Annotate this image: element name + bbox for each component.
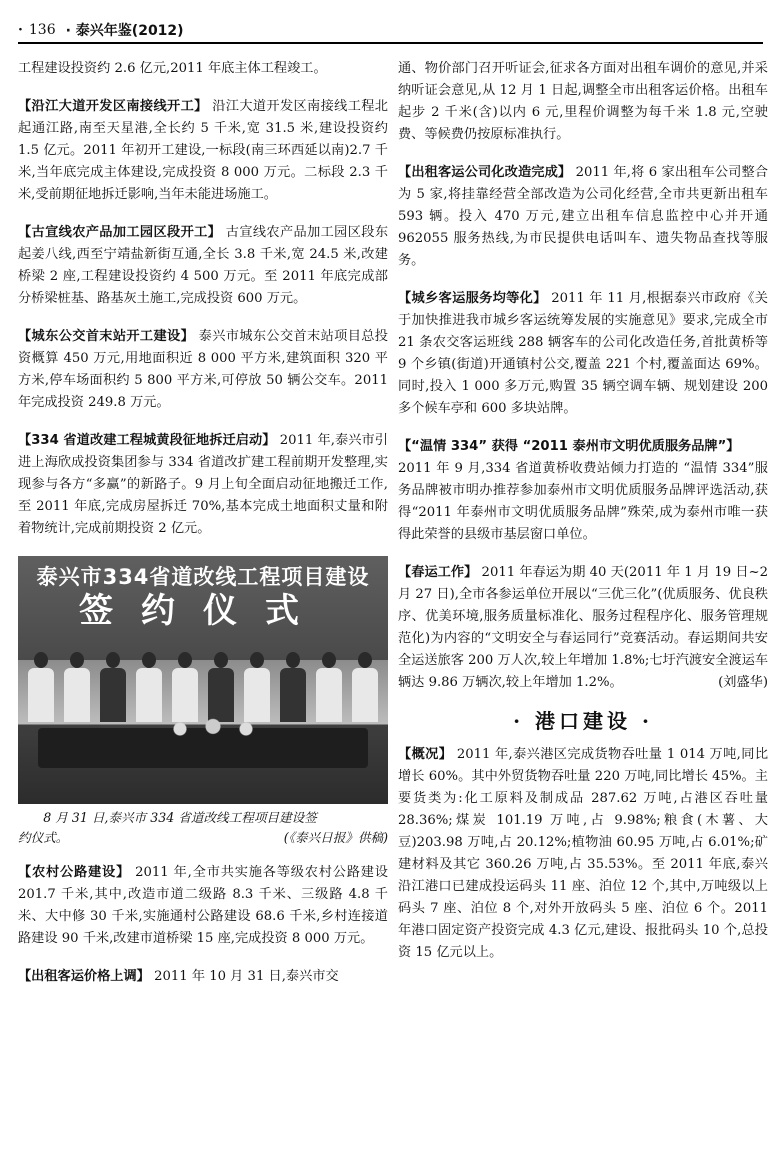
entry-guxuan-line: [18, 222, 388, 310]
photo-person: [208, 652, 234, 722]
photo-person: [64, 652, 90, 722]
photo-person: [244, 652, 270, 722]
photo-banner-line2: 签约仪式: [79, 591, 327, 631]
entry-spring-festival-transport: [398, 562, 768, 694]
entry-rural-roads: [18, 862, 388, 950]
entry-text: 2011 年,全市共实施各等级农村公路建设 201.7 千米,其中,改造市道二级路 8.3 千米、三级路 4.8 千米、大中修 30 千米,实施通村公路建设 68.6 千米,乡村连接道路建设 90 千米,改建市道桥梁 15 座,完成投资 8 000 万元。: [18, 865, 388, 946]
entry-text: 2011 年 10 月 31 日,泰兴市交: [149, 969, 339, 984]
photo-caption: [18, 808, 388, 848]
photo-person: [352, 652, 378, 722]
photo-person: [100, 652, 126, 722]
entry-text: 2011 年 11 月,根据泰兴市政府《关于加快推进我市城乡客运统筹发展的实施意见》要求,完成全市 21 条农交客运班线 288 辆客车的公司化改造任务,首批黄桥等 9 个乡镇(街道)开通镇村公交,覆盖 221 个村,覆盖面达 69%。同时,投入 1 000 多万元,购置 35 辆空调车辆、规划建设 200 多个候车亭和 600 多块站牌。: [398, 291, 768, 416]
entry-text: 泰兴市城东公交首末站项目总投资概算 450 万元,用地面积近 8 000 平方米,建筑面积 320 平方米,停车场面积约 5 800 平方米,可停放 50 辆公交车。2011 年完成投资 249.8 万元。: [18, 329, 388, 410]
photo-person: [316, 652, 342, 722]
entry-heading: 【城东公交首末站开工建设】: [18, 329, 195, 344]
entry-text: 2011 年春运为期 40 天(2011 年 1 月 19 日~2 月 27 日),全市各参运单位开展以“三优三化”(优质服务、优良秩序、优美环境,服务质量标准化、服务过程程序化、服务管理规范化)为内容的“文明安全与春运同行”竞赛活动。春运期间共安全运送旅客 200 万人次,较上年增加 1.8%;七圩汽渡安全渡运车辆达 9.86 万辆次,较上年增加 1.2%。: [398, 565, 769, 690]
entry-bus-terminal: [18, 326, 388, 414]
entry-service-brand: [398, 436, 768, 546]
photo-banner-line1: 泰兴市334省道改线工程项目建设: [36, 565, 370, 589]
paragraph-text: 通、物价部门召开听证会,征求各方面对出租车调价的意见,并采纳听证会意见,从 12 月 1 日起,调整全市出租客运价格。出租车起步 2 千米(含)以内 6 元,里程价调整为每千米 1.8 元,空驶费、等候费仍按原标准执行。: [398, 61, 768, 142]
entry-taxi-company-reform: [398, 162, 768, 272]
entry-text: 沿江大道开发区南接线工程北起通江路,南至天星港,全长约 5 千米,宽 31.5 米,建设投资约 1.5 亿元。2011 年初开工建设,一标段(南三环西延以南)2.7 千米,当年底完成主体建设,完成投资 8 000 万元。二标段 2.3 千米,受前期征地拆迁影响,当年未能进场施工。: [18, 99, 388, 202]
entry-heading: 【城乡客运服务均等化】: [398, 291, 547, 306]
entry-text: 2011 年,将 6 家出租车公司整合为 5 家,将挂靠经营全部改造为公司化经营,全市共更新出租车 593 辆。投入 470 万元,建立出租车信息监控中心并开通 962055 服务热线,为市民提供电话叫车、遗失物品查找等服务。: [398, 165, 768, 268]
entry-author: (刘盛华): [718, 675, 768, 690]
entry-heading: 【出租客运价格上调】: [18, 969, 150, 984]
entry-heading: 【沿江大道开发区南接线开工】: [18, 99, 208, 114]
photo-people: [28, 652, 378, 722]
caption-credit: (《泰兴日报》供稿): [283, 830, 388, 845]
header-bullet: ·: [18, 22, 23, 38]
paragraph-text: 工程建设投资约 2.6 亿元,2011 年底主体工程竣工。: [18, 61, 327, 76]
entry-heading: 【概况】: [398, 747, 453, 762]
entry-text: 2011 年 9 月,334 省道黄桥收费站倾力打造的 “温情 334”服务品牌被市明办推荐参加泰州市文明优质服务品牌评选活动,获得“2011 年泰州市文明优质服务品牌”殊荣,成为泰州市唯一获得此荣誉的县级市基层窗口单位。: [398, 461, 768, 542]
entry-text: 2011 年,泰兴市引进上海欣成投资集团参与 334 省道改扩建工程前期开发整理,实现参与各方“多赢”的新路子。9 月上旬全面启动征地搬迁工作,至 2011 年底,完成房屋拆迁 70%,基本完成土地面积丈量和附着物统计,完成前期投资 2 亿元。: [18, 433, 388, 536]
running-header: [18, 18, 763, 44]
page-number: 136: [28, 22, 56, 38]
entry-port-overview: [398, 744, 768, 964]
paragraph-continued: [18, 58, 388, 80]
photo-person: [172, 652, 198, 722]
entry-heading: 【334 省道改建工程城黄段征地拆迁启动】: [18, 433, 276, 448]
entry-urban-rural-transit: [398, 288, 768, 420]
photo-person: [136, 652, 162, 722]
right-column: [398, 58, 768, 980]
entry-heading: 【“温情 334” 获得 “2011 泰州市文明优质服务品牌”】: [398, 439, 740, 454]
entry-s334-demolition: [18, 430, 388, 540]
signing-ceremony-photo: [18, 556, 388, 804]
caption-line2: 约仪式。: [18, 830, 69, 845]
entry-heading: 【春运工作】: [398, 565, 478, 580]
caption-line1: 8 月 31 日,泰兴市 334 省道改线工程项目建设签: [43, 810, 317, 825]
left-column: [18, 58, 388, 1004]
entry-heading: 【出租客运公司化改造完成】: [398, 165, 572, 180]
book-title: · 泰兴年鉴(2012): [65, 23, 184, 39]
photo-person: [280, 652, 306, 722]
paragraph-continued: [398, 58, 768, 146]
photo-flowers: [158, 716, 268, 742]
entry-heading: 【农村公路建设】: [18, 865, 131, 880]
section-title-port: · 港口建设 ·: [513, 709, 653, 733]
entry-text: 2011 年,泰兴港区完成货物吞吐量 1 014 万吨,同比增长 60%。其中外贸货物吞吐量 220 万吨,同比增长 45%。主要货类为:化工原料及制成品 287.62 万吨,占港区吞吐量 28.36%;煤炭 101.19 万吨,占 9.98%;粮食(木薯、大豆)203.98 万吨,占 20.12%;植物油 60.95 万吨,占 6.01%;矿建材料及其它 360.26 万吨,占 35.53%。至 2011 年底,泰兴沿江港口已建成投运码头 11 座、泊位 12 个,其中,万吨级以上码头 7 座、泊位 8 个,对外开放码头 5 座、泊位 6 个。2011 年港口固定资产投资完成 4.3 亿元,建设、报批码头 10 个,总投资 15 亿元以上。: [398, 747, 769, 960]
photo-person: [28, 652, 54, 722]
entry-text: 古宣线农产品加工园区段东起姜八线,西至宁靖盐新街互通,全长 3.8 千米,宽 24.5 米,改建桥梁 2 座,工程建设投资约 4 500 万元。至 2011 年底完成部分桥梁桩基、路基灰土施工,完成投资 600 万元。: [18, 225, 389, 306]
entry-heading: 【古宣线农产品加工园区段开工】: [18, 225, 222, 240]
entry-south-connector: [18, 96, 388, 206]
entry-taxi-fare: [18, 966, 388, 988]
caption-line2-row: [18, 828, 388, 848]
